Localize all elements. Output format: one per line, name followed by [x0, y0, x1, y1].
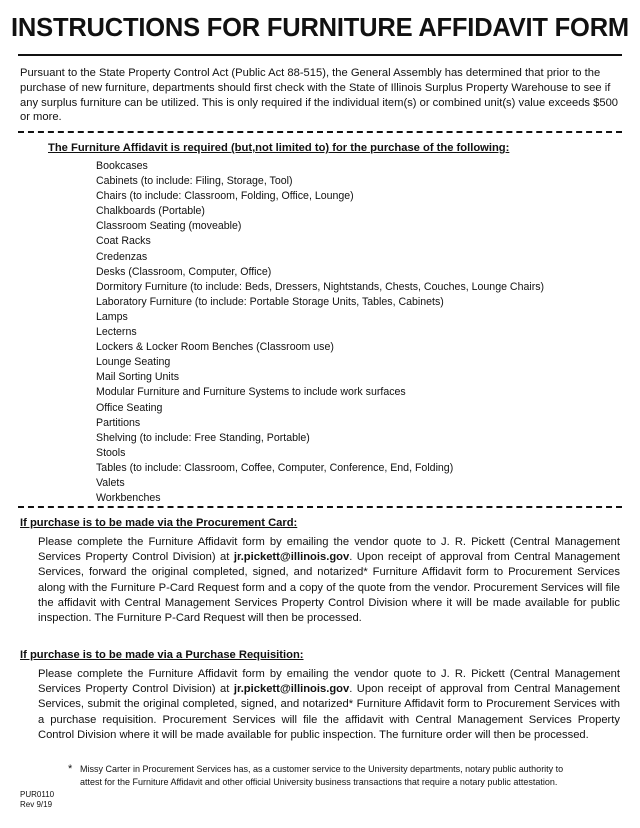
list-item: Tables (to include: Classroom, Coffee, Computer, Conference, End, Folding) [96, 461, 454, 474]
page-title: INSTRUCTIONS FOR FURNITURE AFFIDAVIT FORM [11, 14, 629, 42]
list-item: Mail Sorting Units [96, 371, 180, 384]
furniture-items-list [96, 159, 544, 506]
pcard-instructions [38, 535, 620, 626]
list-item: Office Seating [96, 401, 163, 414]
list-item: Lecterns [96, 326, 137, 339]
footnote-mark: * [68, 763, 73, 775]
footnote-text: Missy Carter in Procurement Services has, as a customer service to the University departments, notary public authority to attest for the Furniture Affidavit and other official University business transactions that require a notary public attestation. [80, 764, 564, 787]
list-item: Chalkboards (Portable) [96, 205, 205, 218]
list-item: Lockers & Locker Room Benches (Classroom use) [96, 341, 334, 354]
dashed-divider-bottom [18, 506, 622, 508]
list-item: Bookcases [96, 160, 148, 172]
list-item: Laboratory Furniture (to include: Portable Storage Units, Tables, Cabinets) [96, 295, 444, 308]
requisition-text-end: . Upon receipt of approval from Central Management Services, submit the original completed, signed, and notarized* Furniture Affidavit form to Procurement Services with a purchase requisition. Procurement Services will file the affidavit with Central Management Services Property Control Division where it will be made available for public inspection. The furniture order will then be processed. [38, 683, 620, 741]
revision-date: Rev 9/19 [20, 800, 53, 809]
list-item: Chairs (to include: Classroom, Folding, Office, Lounge) [96, 190, 354, 203]
requisition-heading: If purchase is to be made via a Purchase Requisition: [20, 649, 304, 661]
requisition-instructions [38, 667, 620, 743]
required-items-heading: The Furniture Affidavit is required (but,not limited to) for the purchase of the following: [48, 142, 510, 154]
requisition-email: jr.pickett@illinois.gov [233, 683, 350, 696]
pcard-text-end: . Upon receipt of approval from Central Management Services, forward the original completed, signed, and notarized* Furniture Affidavit form to Procurement Services along with the Furniture P-Card Request form and a copy of the quote from the vendor. Procurement Services will file the affidavit with Central Management Services Property Control Division where it will be made available for public inspection. The Furniture P-Card Request will then be processed. [38, 551, 620, 625]
title-divider [18, 54, 622, 56]
pcard-heading: If purchase is to be made via the Procurement Card: [20, 517, 298, 529]
list-item: Workbenches [96, 492, 161, 505]
list-item: Lounge Seating [96, 356, 171, 369]
list-item: Lamps [96, 310, 128, 323]
pcard-text-start: Please complete the Furniture Affidavit form by emailing the vendor quote to J. R. Pickett (Central Management Services Property Control Division) at [38, 536, 620, 564]
list-item: Coat Racks [96, 235, 151, 248]
form-code-block [20, 790, 54, 810]
intro-paragraph: Pursuant to the State Property Control Act (Public Act 88-515), the General Assembly has determined that prior to the purchase of new furniture, departments should first check with the State of Illinois Surplus Property Warehouse to see if any surplus furniture can be utilized. This is only required if the individual item(s) or combined unit(s) value exceeds $500 or more. [20, 67, 619, 124]
footnote [68, 763, 568, 788]
dashed-divider-top [18, 131, 622, 133]
pcard-email: jr.pickett@illinois.gov [233, 551, 350, 564]
list-item: Credenzas [96, 250, 148, 263]
list-item: Partitions [96, 416, 141, 429]
list-item: Dormitory Furniture (to include: Beds, Dressers, Nightstands, Chests, Couches, Lounge Chairs) [96, 280, 545, 293]
list-item: Shelving (to include: Free Standing, Portable) [96, 431, 310, 444]
list-item: Cabinets (to include: Filing, Storage, Tool) [96, 175, 293, 188]
list-item: Classroom Seating (moveable) [96, 220, 242, 233]
list-item: Valets [96, 476, 125, 489]
list-item: Stools [96, 446, 126, 459]
list-item: Modular Furniture and Furniture Systems to include work surfaces [96, 386, 406, 399]
form-code: PUR0110 [20, 790, 55, 799]
requisition-text-start: Please complete the Furniture Affidavit form by emailing the vendor quote to J. R. Pickett (Central Management Services Property Control Division) at [38, 668, 620, 696]
list-item: Desks (Classroom, Computer, Office) [96, 265, 272, 278]
